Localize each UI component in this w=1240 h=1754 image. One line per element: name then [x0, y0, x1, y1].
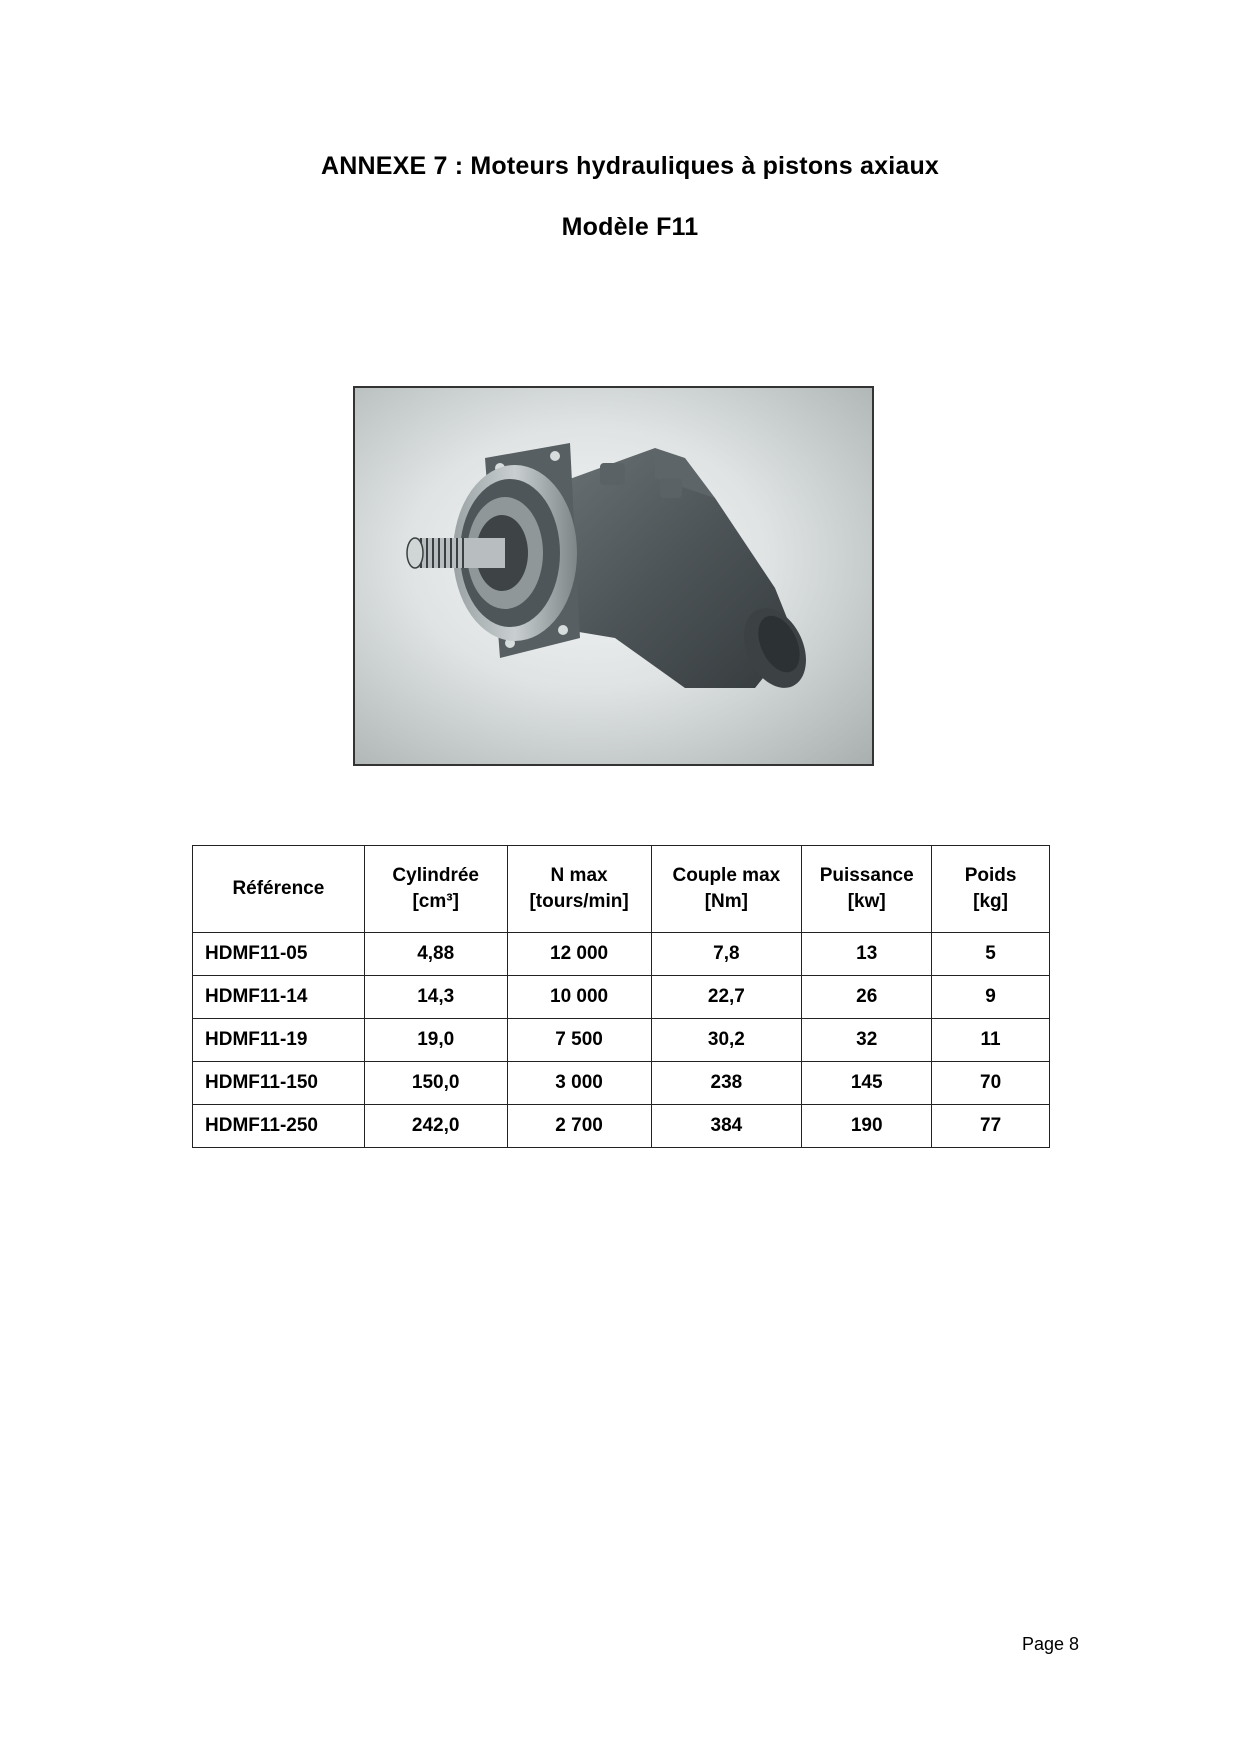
header-label: Couple max: [672, 865, 781, 886]
cell-weight: 5: [932, 933, 1050, 976]
header-label: Puissance: [819, 865, 914, 886]
cell-reference: HDMF11-19: [193, 1019, 365, 1062]
hydraulic-motor-illustration: [355, 388, 872, 764]
cell-reference: HDMF11-05: [193, 933, 365, 976]
header-max-speed: [507, 846, 651, 933]
cell-weight: 11: [932, 1019, 1050, 1062]
header-power: [802, 846, 932, 933]
table-row: [193, 1019, 1050, 1062]
cell-reference: HDMF11-14: [193, 976, 365, 1019]
header-reference: [193, 846, 365, 933]
page-number: Page 8: [1022, 1634, 1080, 1654]
cell-max-torque: 7,8: [651, 933, 802, 976]
cell-power: 32: [802, 1019, 932, 1062]
header-unit: [tours/min]: [529, 891, 629, 912]
cell-power: 190: [802, 1105, 932, 1148]
specifications-table: [192, 845, 1050, 1148]
cell-max-torque: 384: [651, 1105, 802, 1148]
header-unit: [cm³]: [412, 891, 459, 912]
header-label: N max: [550, 865, 608, 886]
cell-max-torque: 238: [651, 1062, 802, 1105]
header-label: Poids: [964, 865, 1017, 886]
cell-max-speed: 3 000: [507, 1062, 651, 1105]
cell-displacement: 242,0: [364, 1105, 507, 1148]
cell-max-speed: 12 000: [507, 933, 651, 976]
cell-power: 13: [802, 933, 932, 976]
cell-displacement: 4,88: [364, 933, 507, 976]
header-unit: [Nm]: [704, 891, 749, 912]
table-row: [193, 976, 1050, 1019]
cell-reference: HDMF11-250: [193, 1105, 365, 1148]
cell-weight: 70: [932, 1062, 1050, 1105]
cell-reference: HDMF11-150: [193, 1062, 365, 1105]
cell-max-speed: 10 000: [507, 976, 651, 1019]
header-unit: [kg]: [973, 891, 1008, 912]
header-max-torque: [651, 846, 802, 933]
table-row: [193, 1062, 1050, 1105]
header-label: Référence: [232, 878, 325, 899]
cell-max-torque: 22,7: [651, 976, 802, 1019]
cell-max-speed: 2 700: [507, 1105, 651, 1148]
cell-displacement: 19,0: [364, 1019, 507, 1062]
cell-weight: 77: [932, 1105, 1050, 1148]
document-subtitle: Modèle F11: [561, 213, 699, 241]
header-displacement: [364, 846, 507, 933]
header-weight: [932, 846, 1050, 933]
cell-max-torque: 30,2: [651, 1019, 802, 1062]
table-row: [193, 933, 1050, 976]
cell-displacement: 14,3: [364, 976, 507, 1019]
document-title: ANNEXE 7 : Moteurs hydrauliques à pistons axiaux: [320, 152, 940, 180]
header-label: Cylindrée: [392, 865, 479, 886]
motor-photo: [353, 386, 874, 766]
cell-weight: 9: [932, 976, 1050, 1019]
cell-max-speed: 7 500: [507, 1019, 651, 1062]
cell-displacement: 150,0: [364, 1062, 507, 1105]
cell-power: 26: [802, 976, 932, 1019]
table-row: [193, 1105, 1050, 1148]
header-unit: [kw]: [847, 891, 886, 912]
cell-power: 145: [802, 1062, 932, 1105]
table-header-row: [193, 846, 1050, 933]
